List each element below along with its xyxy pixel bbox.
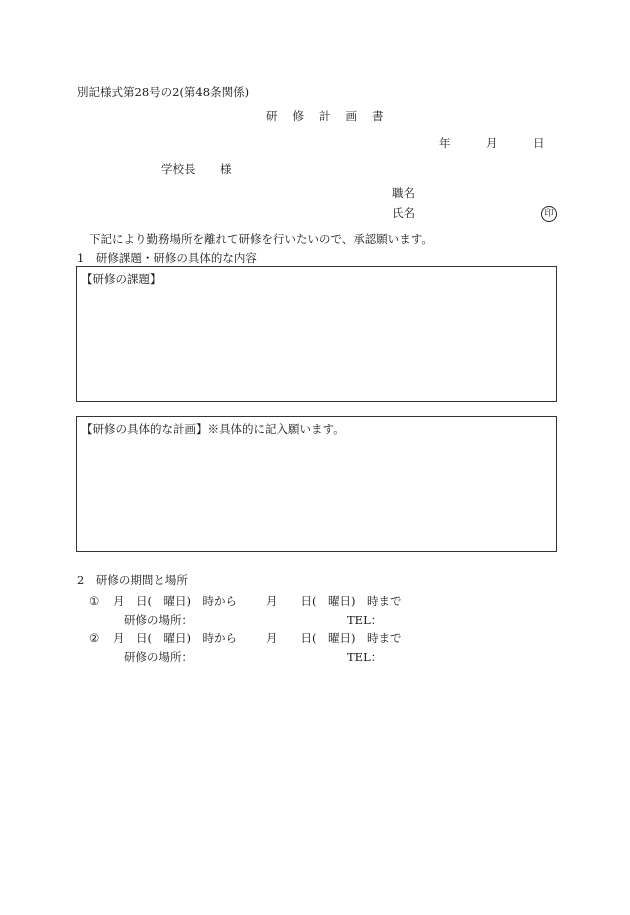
request-text: 下記により勤務場所を離れて研修を行いたいので、承認願います。	[89, 232, 433, 246]
title-char: 画	[345, 109, 357, 123]
form-reference: 別記様式第28号の2(第48条関係)	[77, 85, 250, 99]
period-from: 月 日( 曜日) 時から	[113, 594, 237, 608]
title-char: 計	[319, 109, 331, 123]
date-year-label: 年	[439, 136, 451, 150]
section2-heading: 2 研修の期間と場所	[77, 573, 188, 587]
research-topic-title: 【研修の課題】	[81, 272, 162, 286]
title-char: 修	[292, 109, 304, 123]
seal-icon: 印	[541, 206, 557, 222]
place-label: 研修の場所：	[124, 650, 193, 664]
title-char: 書	[372, 109, 384, 123]
name-label: 氏名	[392, 206, 415, 220]
date-day-label: 日	[533, 136, 545, 150]
addressee-principal: 学校長	[161, 162, 196, 176]
tel-label: TEL：	[347, 650, 383, 664]
period-to: 月 日( 曜日) 時まで	[266, 594, 402, 608]
period-from: 月 日( 曜日) 時から	[113, 631, 237, 645]
entry-number: ①	[89, 594, 100, 608]
addressee-honorific: 様	[220, 162, 232, 176]
position-label: 職名	[392, 186, 415, 200]
period-to: 月 日( 曜日) 時まで	[266, 631, 402, 645]
research-plan-box[interactable]	[76, 416, 557, 552]
research-topic-box[interactable]	[76, 266, 557, 402]
research-plan-title: 【研修の具体的な計画】※具体的に記入願います。	[81, 422, 345, 436]
place-label: 研修の場所：	[124, 613, 193, 627]
tel-label: TEL：	[347, 613, 383, 627]
title-char: 研	[266, 109, 278, 123]
section1-heading: 1 研修課題・研修の具体的な内容	[77, 251, 257, 265]
entry-number: ②	[89, 631, 100, 645]
date-month-label: 月	[486, 136, 498, 150]
seal-mark	[541, 206, 557, 222]
document-title	[266, 111, 384, 123]
